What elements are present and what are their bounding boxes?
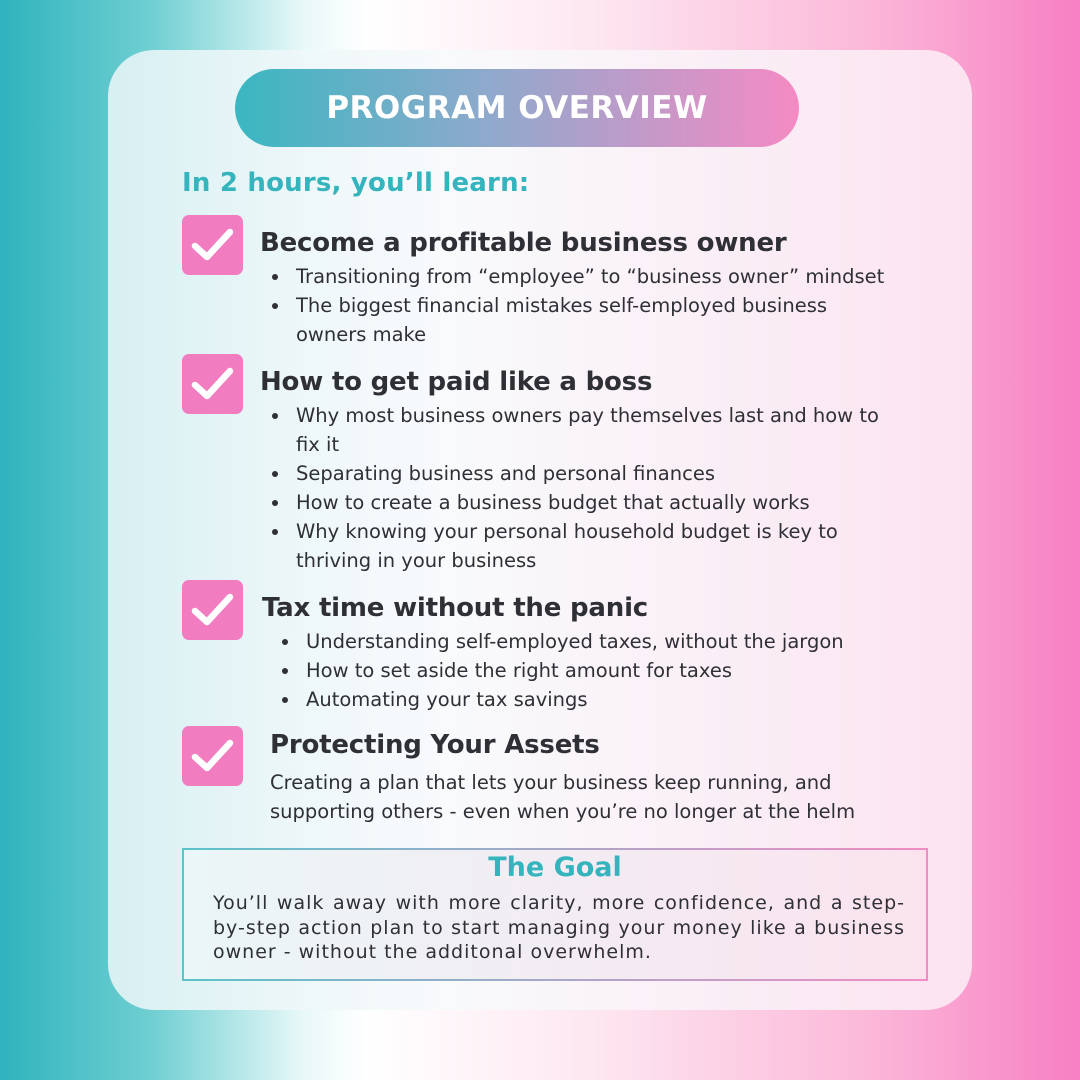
section-description: Creating a plan that lets your business keep running, and supporting others - even when you’re no longer at the helm	[270, 771, 856, 823]
section-heading: Protecting Your Assets	[270, 730, 600, 760]
section-bullets	[260, 262, 900, 349]
section-bullets	[270, 627, 910, 714]
list-item: How to create a business budget that actually works	[260, 488, 900, 517]
goal-title: The Goal	[488, 852, 622, 883]
list-item: Why most business owners pay themselves last and how to fix it	[260, 401, 900, 459]
section-heading: How to get paid like a boss	[260, 367, 653, 397]
section-heading: Tax time without the panic	[262, 593, 649, 623]
list-item: The biggest financial mistakes self-employed business owners make	[260, 291, 900, 349]
list-item: Automating your tax savings	[270, 685, 910, 714]
checkbox-icon	[182, 726, 243, 786]
goal-text: You’ll walk away with more clarity, more confidence, and a step-by-step action plan to start managing your money like a business owner - without the additonal overwhelm.	[213, 892, 905, 963]
page-title: PROGRAM OVERVIEW	[235, 69, 799, 147]
intro-heading: In 2 hours, you’ll learn:	[182, 168, 530, 198]
list-item: Separating business and personal finances	[260, 459, 900, 488]
goal-box	[182, 848, 928, 981]
checkbox-icon	[182, 354, 243, 414]
list-item: How to set aside the right amount for taxes	[270, 656, 910, 685]
list-item: Understanding self-employed taxes, without the jargon	[270, 627, 910, 656]
checkbox-icon	[182, 215, 243, 275]
section-bullets	[260, 401, 900, 575]
list-item: Why knowing your personal household budget is key to thriving in your business	[260, 517, 900, 575]
section-heading: Become a profitable business owner	[260, 228, 787, 258]
list-item: Transitioning from “employee” to “business owner” mindset	[260, 262, 900, 291]
checkbox-icon	[182, 580, 243, 640]
